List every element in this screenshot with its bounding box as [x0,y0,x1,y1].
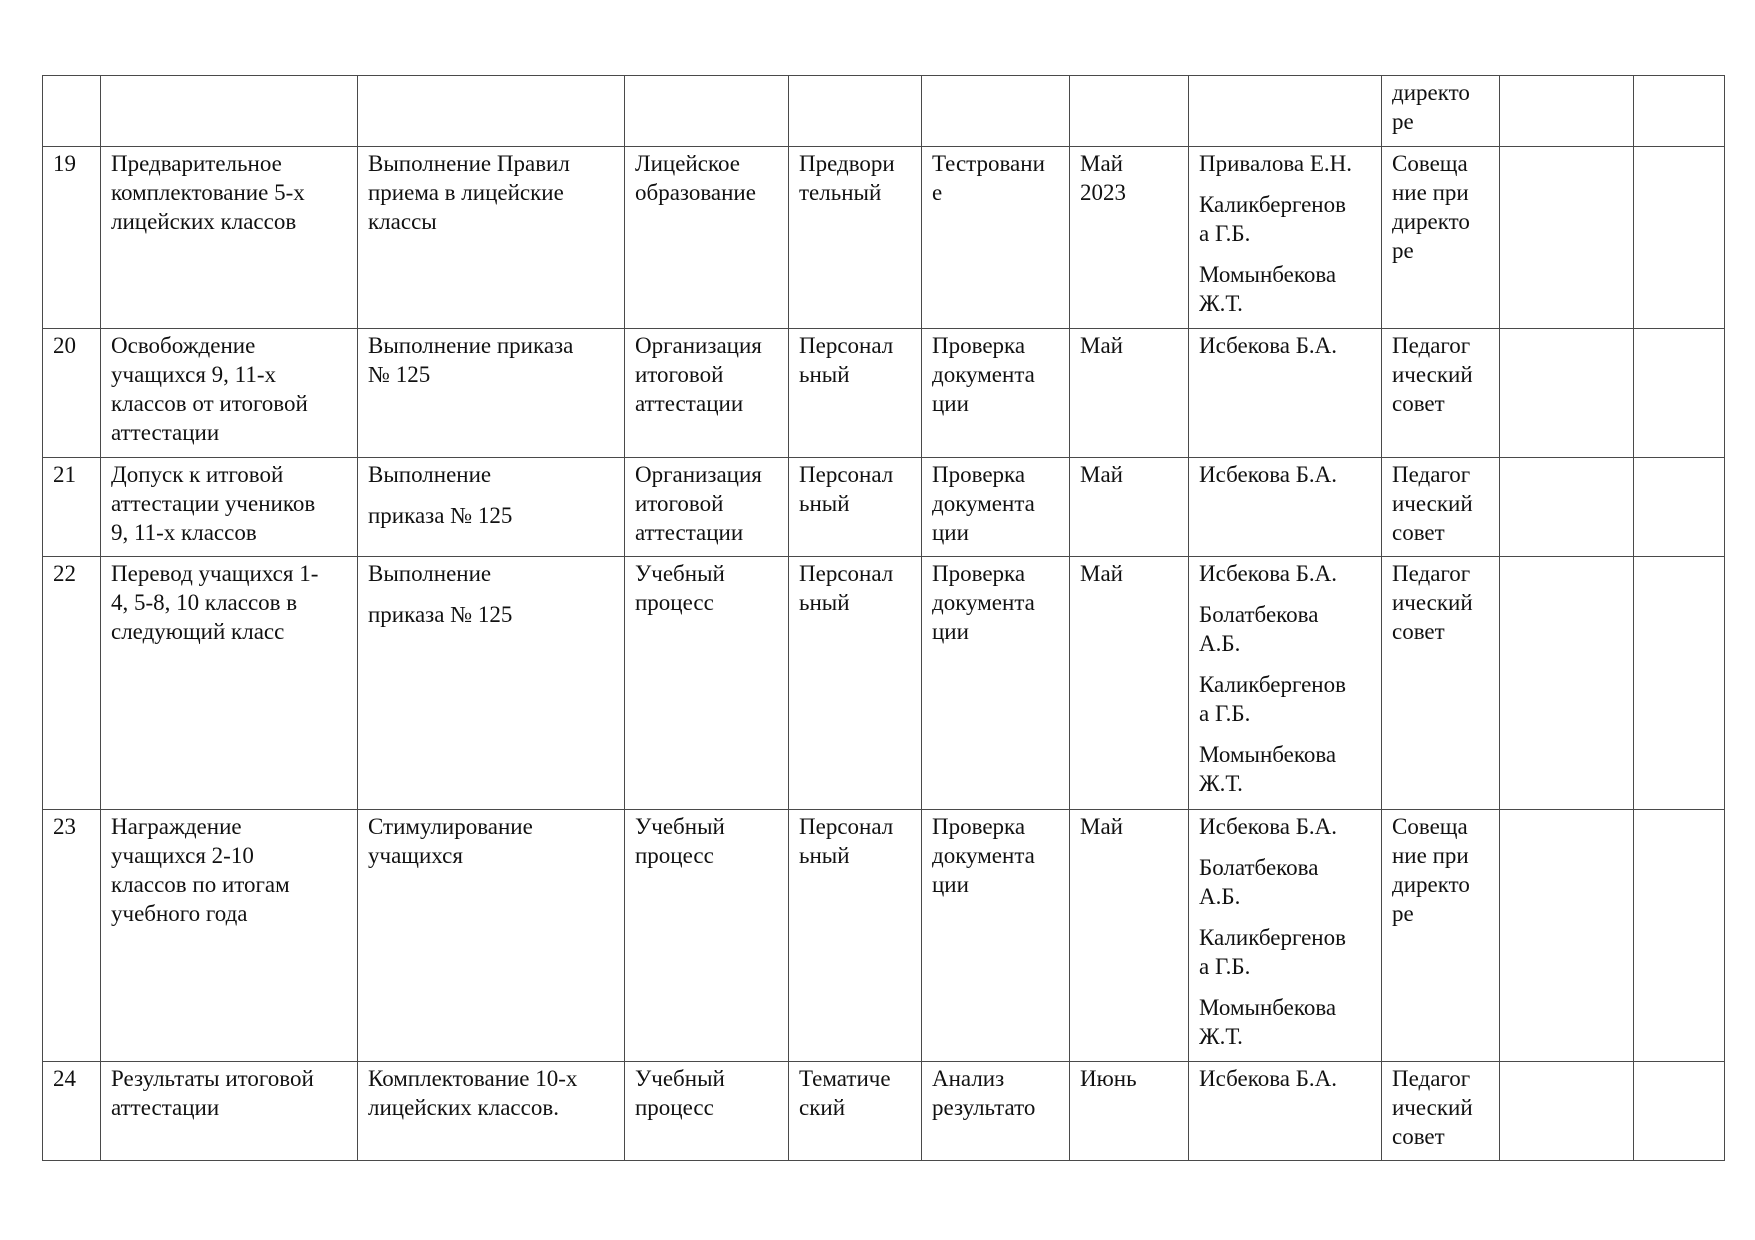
table-row-21 [43,458,1725,557]
cell-text-line: а Г.Б. [1199,954,1251,979]
cell-text-line: совет [1392,619,1445,644]
cell-number [43,329,101,458]
cell-paragraph [1199,740,1371,798]
cell-number [43,458,101,557]
cell-text-line: Каликбергенов [1199,672,1346,697]
cell-extra-1 [1500,557,1634,810]
cell-paragraph [368,501,614,530]
cell-method [922,76,1070,147]
cell-responsible [1189,76,1382,147]
cell-text-line: 9, 11-х классов [111,520,257,545]
cell-text-line: Исбекова Б.А. [1199,561,1338,586]
cell-text-line: директо [1392,80,1470,105]
cell-text-line: Каликбергенов [1199,192,1346,217]
cell-paragraph [368,460,614,489]
cell-text-line: 19 [53,151,76,176]
cell-text-line: Персонал [799,333,894,358]
cell-text-line: Выполнение приказа [368,333,574,358]
cell-goal [358,147,625,329]
cell-text-line: Учебный [635,561,725,586]
cell-method [922,1062,1070,1161]
cell-paragraph [1199,559,1371,588]
cell-text-line: следующий класс [111,619,285,644]
cell-text-line: образование [635,180,756,205]
cell-text-line: 22 [53,561,76,586]
cell-topic [101,329,358,458]
cell-goal [358,76,625,147]
cell-review-place [1382,147,1500,329]
control-plan-table [42,75,1725,1161]
cell-text-line: тельный [799,180,882,205]
cell-text-line: приказа № 125 [368,602,513,627]
cell-text-line: Результаты итоговой [111,1066,314,1091]
cell-object [625,458,789,557]
cell-date [1070,147,1189,329]
cell-paragraph [1199,670,1371,728]
cell-text-line: Персонал [799,462,894,487]
cell-topic [101,147,358,329]
cell-text-line: ический [1392,491,1473,516]
cell-extra-2 [1634,557,1725,810]
cell-goal [358,329,625,458]
cell-text-line: Персонал [799,814,894,839]
cell-object [625,76,789,147]
cell-extra-2 [1634,329,1725,458]
cell-text-line: Болатбекова [1199,855,1319,880]
cell-text-line: Организация [635,462,762,487]
cell-method [922,329,1070,458]
cell-text-line: аттестации [111,1095,220,1120]
cell-text-line: результато [932,1095,1036,1120]
cell-text-line: Учебный [635,1066,725,1091]
cell-text-line: Педагог [1392,1066,1471,1091]
cell-text-line: Выполнение [368,561,492,586]
cell-text-line: лицейских классов [111,209,297,234]
cell-object [625,810,789,1062]
cell-text-line: аттестации учеников [111,491,316,516]
cell-text-line: директо [1392,872,1470,897]
cell-text-line: классов от итоговой [111,391,308,416]
cell-text-line: Стимулирование [368,814,533,839]
cell-object [625,557,789,810]
cell-text-line: ре [1392,901,1414,926]
cell-text-line: 4, 5-8, 10 классов в [111,590,298,615]
cell-text-line: документа [932,491,1035,516]
cell-paragraph [1199,993,1371,1051]
cell-text-line: ции [932,872,969,897]
cell-method [922,810,1070,1062]
cell-text-line: Педагог [1392,462,1471,487]
cell-text-line: ьный [799,843,850,868]
cell-text-line: ции [932,520,969,545]
cell-text-line: А.Б. [1199,631,1241,656]
cell-text-line: Награждение [111,814,242,839]
cell-text-line: ический [1392,1095,1473,1120]
cell-text-line: аттестации [111,420,220,445]
cell-text-line: 21 [53,462,76,487]
cell-goal [358,458,625,557]
cell-text-line: директо [1392,209,1470,234]
cell-text-line: Исбекова Б.А. [1199,333,1338,358]
cell-text-line: 20 [53,333,76,358]
cell-date [1070,329,1189,458]
cell-text-line: 24 [53,1066,76,1091]
cell-text-line: Момынбекова [1199,262,1337,287]
cell-extra-1 [1500,329,1634,458]
cell-text-line: Совеща [1392,151,1468,176]
cell-text-line: процесс [635,590,714,615]
cell-text-line: Предвори [799,151,895,176]
cell-text-line: процесс [635,1095,714,1120]
cell-text-line: Учебный [635,814,725,839]
cell-review-place [1382,458,1500,557]
cell-text-line: ции [932,619,969,644]
cell-text-line: Освобождение [111,333,256,358]
cell-text-line: ре [1392,238,1414,263]
cell-text-line: Исбекова Б.А. [1199,462,1338,487]
cell-text-line: Тестровани [932,151,1045,176]
cell-text-line: приема в лицейские [368,180,564,205]
cell-text-line: а Г.Б. [1199,701,1251,726]
cell-extra-1 [1500,76,1634,147]
cell-paragraph [1199,149,1371,178]
cell-text-line: Проверка [932,561,1026,586]
cell-control-type [789,810,922,1062]
cell-number [43,1062,101,1161]
cell-extra-2 [1634,76,1725,147]
cell-text-line: ре [1392,109,1414,134]
cell-extra-2 [1634,458,1725,557]
cell-text-line: Каликбергенов [1199,925,1346,950]
cell-responsible [1189,810,1382,1062]
table-row-continuation [43,76,1725,147]
cell-text-line: учащихся 2-10 [111,843,254,868]
cell-control-type [789,76,922,147]
cell-control-type [789,147,922,329]
cell-text-line: Выполнение [368,462,492,487]
cell-date [1070,557,1189,810]
cell-topic [101,1062,358,1161]
cell-text-line: Педагог [1392,561,1471,586]
cell-text-line: Перевод учащихся 1- [111,561,319,586]
cell-text-line: № 125 [368,362,431,387]
cell-text-line: документа [932,362,1035,387]
cell-text-line: Привалова Е.Н. [1199,151,1353,176]
cell-text-line: классы [368,209,437,234]
cell-control-type [789,1062,922,1161]
cell-text-line: Май [1080,151,1123,176]
cell-date [1070,810,1189,1062]
cell-date [1070,76,1189,147]
cell-extra-1 [1500,1062,1634,1161]
cell-extra-1 [1500,458,1634,557]
cell-text-line: приказа № 125 [368,503,513,528]
cell-review-place [1382,329,1500,458]
cell-method [922,557,1070,810]
cell-text-line: классов по итогам [111,872,290,897]
cell-control-type [789,557,922,810]
cell-text-line: Июнь [1080,1066,1137,1091]
cell-text-line: Май [1080,561,1123,586]
cell-paragraph [1199,812,1371,841]
cell-text-line: совет [1392,1124,1445,1149]
cell-text-line: Исбекова Б.А. [1199,1066,1338,1091]
table-row-19 [43,147,1725,329]
cell-object [625,1062,789,1161]
cell-goal [358,557,625,810]
cell-responsible [1189,557,1382,810]
cell-paragraph [1199,923,1371,981]
cell-text-line: Педагог [1392,333,1471,358]
cell-text-line: совет [1392,520,1445,545]
cell-text-line: аттестации [635,391,744,416]
cell-number [43,557,101,810]
cell-goal [358,810,625,1062]
cell-topic [101,458,358,557]
cell-text-line: Анализ [932,1066,1005,1091]
cell-text-line: ический [1392,362,1473,387]
cell-text-line: итоговой [635,362,724,387]
cell-object [625,329,789,458]
cell-text-line: Проверка [932,333,1026,358]
cell-text-line: Болатбекова [1199,602,1319,627]
cell-extra-2 [1634,147,1725,329]
cell-text-line: ьный [799,590,850,615]
cell-extra-2 [1634,810,1725,1062]
cell-text-line: Момынбекова [1199,995,1337,1020]
cell-text-line: Организация [635,333,762,358]
cell-text-line: совет [1392,391,1445,416]
cell-review-place [1382,557,1500,810]
cell-review-place [1382,76,1500,147]
cell-text-line: Май [1080,814,1123,839]
table-row-20 [43,329,1725,458]
cell-text-line: А.Б. [1199,884,1241,909]
cell-text-line: ский [799,1095,845,1120]
cell-text-line: ьный [799,491,850,516]
cell-paragraph [1199,190,1371,248]
cell-number [43,810,101,1062]
cell-number [43,147,101,329]
cell-text-line: учащихся [368,843,463,868]
cell-text-line: ние при [1392,843,1469,868]
cell-topic [101,557,358,810]
cell-control-type [789,329,922,458]
cell-text-line: учебного года [111,901,248,926]
cell-text-line: ние при [1392,180,1469,205]
cell-text-line: Ж.Т. [1199,771,1243,796]
cell-topic [101,76,358,147]
cell-text-line: итоговой [635,491,724,516]
cell-responsible [1189,147,1382,329]
cell-paragraph [1199,853,1371,911]
cell-text-line: Допуск к итговой [111,462,284,487]
cell-text-line: ический [1392,590,1473,615]
cell-paragraph [368,600,614,629]
cell-text-line: Исбекова Б.А. [1199,814,1338,839]
cell-responsible [1189,458,1382,557]
cell-responsible [1189,329,1382,458]
cell-text-line: комплектование 5-х [111,180,305,205]
cell-text-line: Предварительное [111,151,282,176]
cell-text-line: Момынбекова [1199,742,1337,767]
cell-extra-2 [1634,1062,1725,1161]
cell-topic [101,810,358,1062]
cell-paragraph [1199,260,1371,318]
cell-control-type [789,458,922,557]
cell-extra-1 [1500,147,1634,329]
cell-method [922,458,1070,557]
cell-text-line: Май [1080,333,1123,358]
cell-text-line: лицейских классов. [368,1095,559,1120]
cell-number [43,76,101,147]
cell-text-line: Ж.Т. [1199,291,1243,316]
cell-text-line: документа [932,590,1035,615]
cell-text-line: документа [932,843,1035,868]
table-row-22 [43,557,1725,810]
cell-text-line: Ж.Т. [1199,1024,1243,1049]
cell-object [625,147,789,329]
table-row-24 [43,1062,1725,1161]
cell-text-line: Май [1080,462,1123,487]
table-row-23 [43,810,1725,1062]
cell-text-line: ьный [799,362,850,387]
cell-paragraph [368,559,614,588]
cell-review-place [1382,810,1500,1062]
cell-paragraph [1199,600,1371,658]
cell-text-line: ции [932,391,969,416]
cell-text-line: 2023 [1080,180,1126,205]
cell-text-line: Тематиче [799,1066,891,1091]
cell-text-line: Выполнение Правил [368,151,570,176]
cell-text-line: Комплектование 10-х [368,1066,578,1091]
cell-date [1070,1062,1189,1161]
cell-responsible [1189,1062,1382,1161]
cell-text-line: Проверка [932,814,1026,839]
cell-extra-1 [1500,810,1634,1062]
cell-text-line: процесс [635,843,714,868]
cell-method [922,147,1070,329]
cell-text-line: а Г.Б. [1199,221,1251,246]
cell-text-line: Совеща [1392,814,1468,839]
cell-text-line: Персонал [799,561,894,586]
cell-date [1070,458,1189,557]
cell-text-line: учащихся 9, 11-х [111,362,276,387]
cell-text-line: 23 [53,814,76,839]
cell-goal [358,1062,625,1161]
cell-review-place [1382,1062,1500,1161]
cell-text-line: Лицейское [635,151,740,176]
cell-text-line: Проверка [932,462,1026,487]
cell-text-line: аттестации [635,520,744,545]
cell-text-line: е [932,180,943,205]
